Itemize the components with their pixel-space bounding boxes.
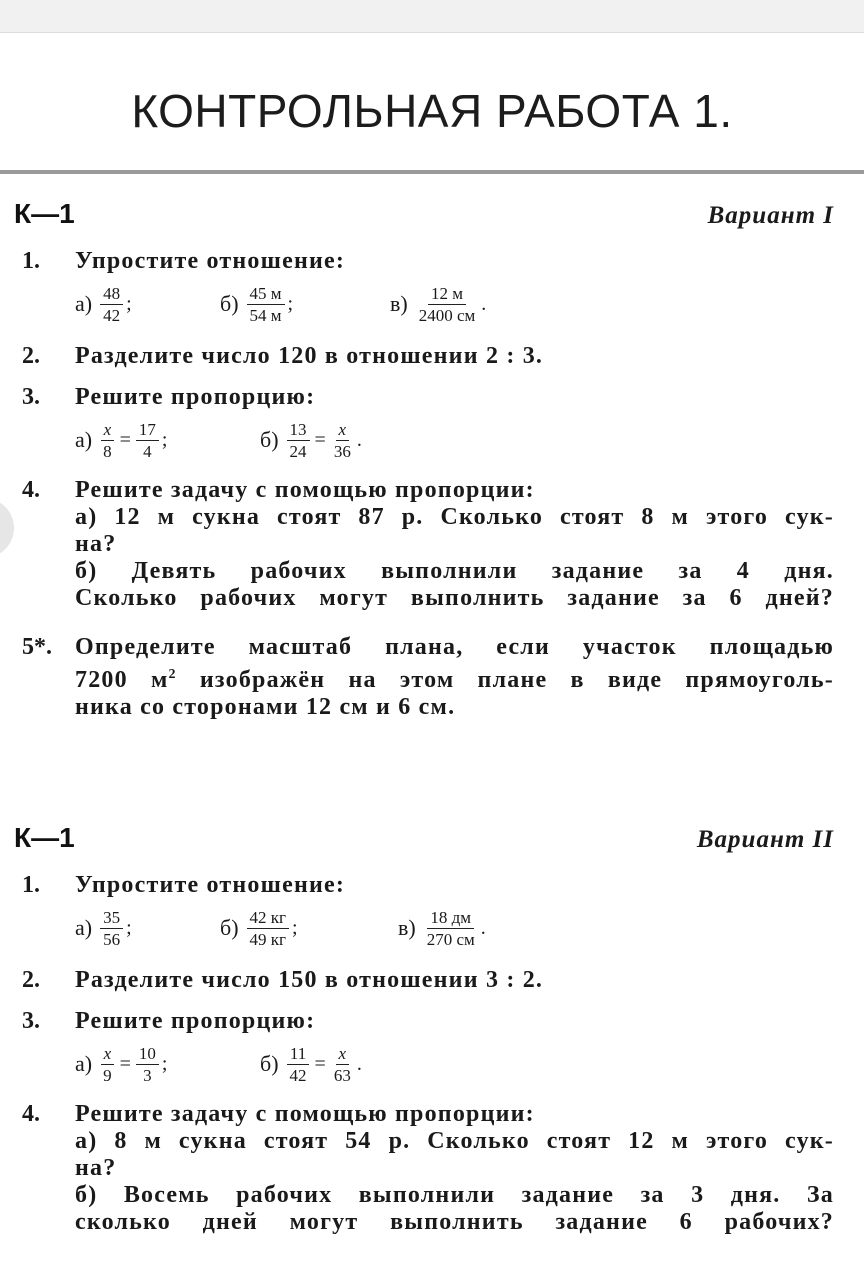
fraction: $\frac{35}{56}$ — [100, 908, 123, 949]
variant-code: К—1 — [14, 822, 75, 853]
variant-2 — [0, 822, 864, 1236]
title-divider — [0, 170, 864, 174]
browser-top-bar — [0, 0, 864, 33]
item-b: б) $\frac{42 кг}{49 кг}$ ; — [220, 907, 298, 949]
task-1: 1. Упростите отношение: а) $\frac{35}{56}$ ; б) $\frac{42 кг}{49 кг}$ ; в) $\frac{18 дм}{270 см}$ . — [0, 872, 864, 953]
variant-1 — [0, 198, 864, 721]
fraction: $\frac{48}{42}$ — [100, 284, 123, 325]
item-a: а) $\frac{x}{8}$ = $\frac{17}{4}$ ; — [75, 419, 168, 461]
fraction: $\frac{13}{24}$ — [287, 420, 310, 461]
task-items — [75, 903, 864, 953]
fraction: $\frac{10}{3}$ — [136, 1044, 159, 1085]
fraction: $\frac{18 дм}{270 см}$ — [426, 907, 475, 949]
item-c: в) $\frac{18 дм}{270 см}$ . — [398, 907, 486, 949]
item-b: б) $\frac{45 м}{54 м}$ ; — [220, 283, 294, 325]
item-a: а) $\frac{x}{9}$ = $\frac{10}{3}$ ; — [75, 1043, 168, 1085]
fraction: $\frac{x}{9}$ — [100, 1044, 115, 1085]
item-a: а) $\frac{48}{42}$ ; — [75, 283, 132, 325]
fraction: $\frac{12 м}{2400 см}$ — [418, 283, 476, 325]
fraction: $\frac{x}{63}$ — [333, 1043, 351, 1085]
fraction: $\frac{x}{8}$ — [100, 420, 115, 461]
task-items — [75, 415, 864, 465]
fraction: $\frac{11}{42}$ — [287, 1044, 310, 1085]
task-3: 3. Решите пропорцию: а) $\frac{x}{9}$ = $\frac{10}{3}$ ; б) $\frac{11}{42}$ = $\frac{x}{63}$ . — [0, 1008, 864, 1089]
item-c: в) $\frac{12 м}{2400 см}$ . — [390, 283, 487, 325]
fraction: $\frac{17}{4}$ — [136, 420, 159, 461]
variant-code: К—1 — [14, 198, 75, 229]
task-4: 4. Решите задачу с помощью пропорции: а) 12 м сукна стоят 87 р. Сколько стоят 8 м этого сук- на? б) Девять рабочих выполнили задание за 4 дня. Сколько рабочих могут выполнить задание за 6 дней? — [22, 477, 834, 611]
task-3: 3. Решите пропорцию: а) $\frac{x}{8}$ = $\frac{17}{4}$ ; б) $\frac{13}{24}$ = $\frac{x}{36}$ . — [0, 384, 864, 465]
task-4: 4. Решите задачу с помощью пропорции: а) 8 м сукна стоят 54 р. Сколько стоят 12 м этого сук- на? б) Восемь рабочих выполнили задание за 3 дня. За сколько дней могут выполнить задание 6 рабочих? — [22, 1101, 834, 1235]
task-text: Упростите отношение: — [75, 248, 346, 274]
variant-label: Вариант I — [707, 202, 834, 229]
task-items — [75, 1039, 864, 1089]
item-b: б) $\frac{13}{24}$ = $\frac{x}{36}$ . — [260, 419, 362, 461]
task-1 — [0, 248, 864, 329]
task-2: 2. Разделите число 150 в отношении 3 : 2. — [22, 967, 544, 993]
task-2: 2. Разделите число 120 в отношении 2 : 3. — [22, 343, 544, 369]
item-a: а) $\frac{35}{56}$ ; — [75, 907, 132, 949]
fraction: $\frac{45 м}{54 м}$ — [247, 284, 285, 325]
task-items — [75, 279, 864, 329]
task-5: 5*. Определите масштаб плана, если участок площадью 7200 $м^2$ изображён на этом плане в виде прямоуголь- ника со сторонами 12 см и 6 см. — [22, 634, 834, 720]
fraction: $\frac{42 кг}{49 кг}$ — [247, 908, 289, 949]
task-number: 1. — [22, 248, 40, 274]
variant-label: Вариант II — [696, 826, 834, 853]
fraction: $\frac{x}{36}$ — [333, 419, 351, 461]
item-b: б) $\frac{11}{42}$ = $\frac{x}{63}$ . — [260, 1043, 362, 1085]
page-title: КОНТРОЛЬНАЯ РАБОТА 1. — [131, 85, 733, 137]
